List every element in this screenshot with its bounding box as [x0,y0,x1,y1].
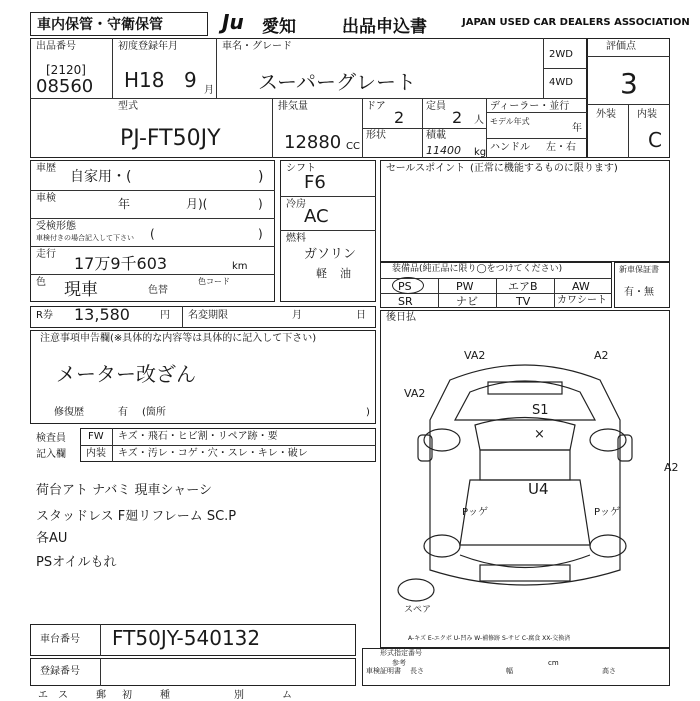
storage-label-box [30,12,208,36]
back-seat-label: 後日払 [386,312,416,323]
interior-check-label: 内装 [86,448,106,459]
interior-check-items: キズ・汚レ・コゲ・穴・スレ・キレ・破レ [118,448,308,459]
registration-year: H18 [124,68,165,92]
remark-line: 各AU [36,531,68,546]
bottom-cell: 郵 [96,690,106,701]
equipment-item: AW [572,280,590,293]
diagram-label: Pッゲ [462,507,489,518]
divider [100,624,101,656]
inspection-label: 車検 [36,193,56,204]
storage-label: 車内保管・守衛保管 [37,17,163,33]
equipment-item: PW [456,280,474,293]
color-label: 色 [36,277,46,288]
name-change-label: 名変期限 [188,310,228,321]
bottom-cell: ス [58,690,68,701]
divider [80,445,376,446]
capacity-unit: 人 [474,115,484,126]
tax-label: R券 [36,310,53,321]
shift-ac-fuel-box [280,160,376,302]
cert-length: 長さ [410,667,424,675]
chassis-label: 車台番号 [40,634,80,645]
doors-value: 2 [394,108,405,127]
diagram-label: VA2 [464,349,486,362]
color-code-label: 色コード [198,277,230,286]
year-unit: 年 [572,123,582,134]
cert-label: 車検証明書 [366,667,401,675]
new-warranty-label: 新車保証書 [619,265,659,274]
diagram-label: A2 [594,349,609,362]
cert-height: 高さ [602,667,616,675]
fuel-option-light: 軽 [316,267,327,280]
capacity-label: 定員 [426,101,446,112]
remark-line: PSオイルもれ [36,555,117,570]
fuel-value: ガソリン [304,247,357,262]
form-title: 出品申込書 [342,17,427,37]
repair-label: 修復歴 [54,407,84,418]
divider [554,278,555,308]
inspector-label-1: 検査員 [36,433,66,444]
lot-number-label: 出品番号 [36,41,76,52]
divider [30,190,275,191]
equipment-item: PS [398,280,412,293]
inspection-close: ) [258,197,263,211]
equipment-item: SR [398,295,413,308]
interior-score: C [648,128,662,152]
brand-name: 愛知 [262,17,296,37]
load-label: 積載 [426,130,446,141]
divider [112,38,113,98]
displacement-value: 12880 [284,132,342,153]
evaluation-label: 評価点 [606,41,636,52]
receipt-note: 車検付きの場合記入して下さい [36,234,134,242]
diagram-label: × [534,427,545,442]
model-grade-label: 車名・グレード [222,41,292,52]
divider [280,196,376,197]
exterior-label: 外装 [596,109,616,120]
divider [30,218,275,219]
inspection-year: 年 [118,197,131,211]
notes-value: メーター改ざん [56,362,196,386]
mileage-unit: km [232,261,248,272]
month-unit: 月 [204,85,214,96]
cert-width: 幅 [506,667,513,675]
name-change-month: 月 [292,310,302,321]
bottom-cell: 初 [122,690,132,701]
type-label: 型式 [118,101,138,112]
ac-value: AC [304,206,329,227]
drive-4wd: 4WD [549,77,573,88]
divider [112,428,113,462]
mileage-value: 17万9千603 [74,254,168,273]
receipt-label: 受検形態 [36,221,76,232]
fuel-option-oil: 油 [340,267,351,280]
notes-label: 注意事項申告欄(※具体的な内容等は具体的に記入して下さい) [40,333,317,344]
shift-value: F6 [304,172,326,193]
diagram-label: A2 [664,461,679,474]
interior-label: 内装 [637,109,657,120]
model-grade-value: スーパーグレート [258,70,416,94]
model-year-label: モデル年式 [490,117,530,126]
diagram-label: VA2 [404,387,426,400]
ps-circle [392,277,424,294]
divider [587,56,670,57]
fw-label: FW [88,431,104,442]
load-unit: kg [474,147,487,158]
divider [100,658,101,686]
cc-unit: CC [346,141,360,152]
chassis-value: FT50JY-540132 [112,626,261,650]
divider [362,128,486,129]
bottom-cell: ム [282,690,292,701]
history-close: ) [258,169,264,185]
repair-place: (箇所 [142,407,166,418]
bottom-cell: 別 [234,690,244,701]
name-change-day: 日 [356,310,366,321]
fw-items: キズ・飛石・ヒビ割・リペア跡・要 [118,431,278,442]
bottom-cell: エ [38,690,48,701]
diagram-label: スペア [404,605,432,615]
divider [543,68,587,69]
divider [182,306,183,328]
history-label: 車歴 [36,163,56,174]
receipt-paren-close: ) [258,227,263,241]
divider [272,98,273,158]
ac-label: 冷房 [286,199,306,210]
tax-value: 13,580 [74,305,130,324]
type-value: PJ-FT50JY [120,126,221,151]
divider [216,38,217,98]
equipment-item: カワシート [557,295,607,306]
association-name: JAPAN USED CAR DEALERS ASSOCIATION [462,17,690,28]
doors-label: ドア [366,101,386,112]
registration-month: 9 [184,68,197,92]
cert-cm: cm [548,659,559,667]
equipment-label: 装備品(純正品に限り◯をつけてください) [392,264,563,274]
divider [486,98,487,158]
bottom-cell: 種 [160,690,170,701]
inspector-label-2: 記入欄 [36,449,66,460]
sales-point-label: セールスポイント [386,163,466,174]
mileage-label: 走行 [36,249,56,260]
divider [30,274,275,275]
divider [280,230,376,231]
vehicle-diagram [380,340,670,620]
inspection-month: 月)( [186,197,208,211]
equipment-item: ナビ [456,295,478,308]
drive-2wd: 2WD [549,49,573,60]
lot-sub-number: [2120] [46,63,86,77]
repair-close: ) [366,407,370,418]
diagram-label: Pッゲ [594,507,621,518]
lot-number-value: 08560 [36,76,94,97]
fuel-label: 燃料 [286,233,306,244]
equipment-item: TV [516,295,531,308]
sales-point-note: (正常に機能するものに限ります) [470,163,618,174]
cert-ref: 参考 [392,659,406,667]
divider [30,98,587,99]
handle-label: ハンドル [490,142,530,153]
divider [486,112,587,113]
tax-yen: 円 [160,310,170,321]
shape-label: 形状 [366,130,386,141]
remark-line: 荷台アト ナバミ 現車シャーシ [36,483,212,498]
remark-line: スタッドレス F廻リフレーム SC.P [36,509,237,524]
ju-logo: Ju [222,10,244,34]
divider [30,246,275,247]
equipment-item: エアB [508,280,538,293]
dealer-label: ディーラー・並行 [490,101,570,112]
new-warranty-options: 有・無 [624,287,654,298]
diagram-legend: A-キズ E-エクボ U-凹み W-補修跡 S-サビ C-腐食 XX-交換済 [408,635,571,642]
handle-options: 左・右 [546,142,576,153]
receipt-paren-open: ( [150,227,155,241]
load-value: 11400 [426,144,461,157]
shift-label: シフト [286,163,316,174]
diagram-label: U4 [528,480,549,498]
diagram-label: S1 [532,403,549,418]
divider [438,278,439,308]
evaluation-score: 3 [620,67,638,100]
registration-date-label: 初度登録年月 [118,41,178,52]
divider [628,104,629,158]
repair-value: 有 [118,407,128,418]
color-changed: 色替 [148,285,168,296]
color-value: 現車 [64,280,98,300]
type-number-label: 形式指定番号 [380,649,422,657]
divider [486,138,587,139]
displacement-label: 排気量 [278,101,308,112]
capacity-value: 2 [452,108,463,127]
sales-point-box [380,160,670,262]
registration-label: 登録番号 [40,666,80,677]
divider [496,278,497,308]
history-value: 自家用・( [70,169,132,185]
